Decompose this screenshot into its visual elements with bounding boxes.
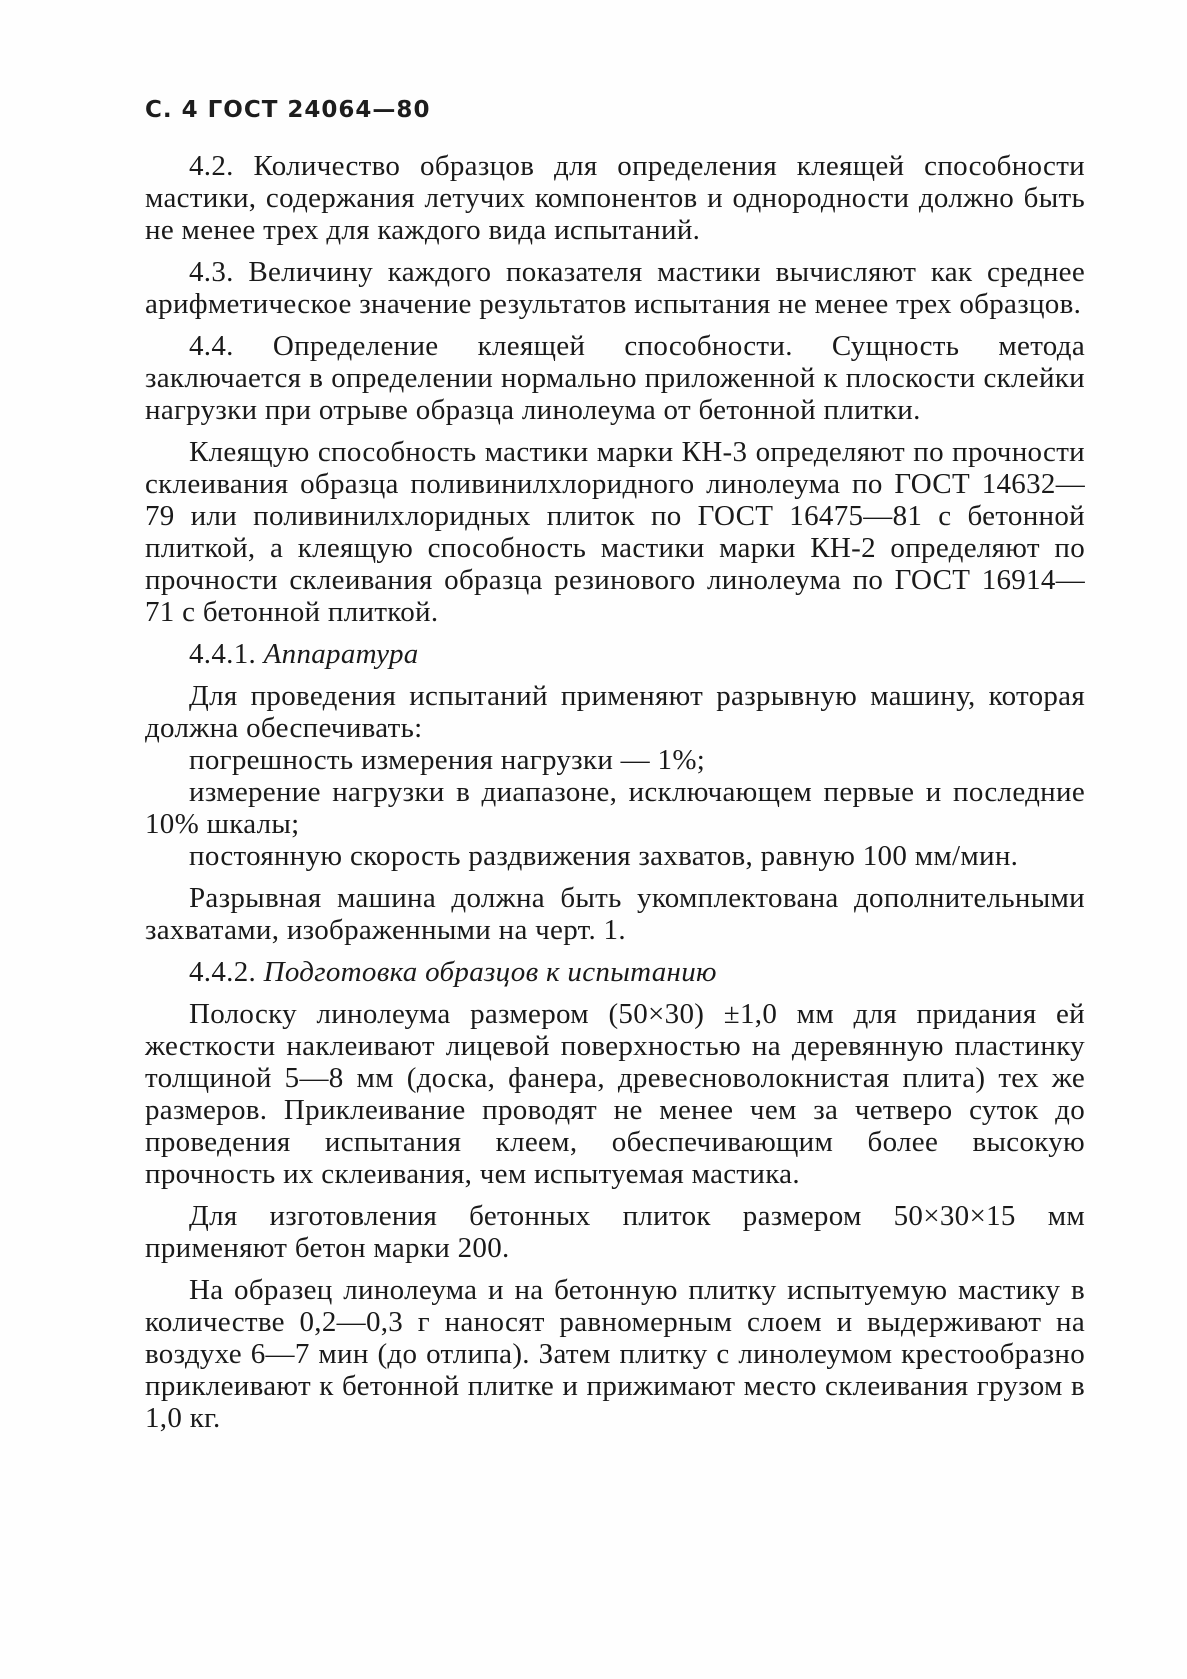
section-title: Аппаратура <box>263 638 419 670</box>
paragraph-concrete: Для изготовления бетонных плиток размером 50×30×15 мм применяют бетон марки 200. <box>145 1200 1085 1264</box>
section-heading-4-4-2 <box>145 956 1085 988</box>
paragraph-machine: Разрывная машина должна быть укомплектована дополнительными захватами, изображенными на черт. 1. <box>145 882 1085 946</box>
list-item-load-error: погрешность измерения нагрузки — 1%; <box>189 744 706 776</box>
paragraph-apply: На образец линолеума и на бетонную плитку испытуемую мастику в количестве 0,2—0,3 г наносят равномерным слоем и выдерживают на воздухе 6—7 мин (до отлипа). Затем плитку с линолеумом крестообразно приклеивают к бетонной плитке и прижимают место склеивания грузом в 1,0 кг. <box>145 1274 1085 1434</box>
list-item-grip-speed: постоянную скорость раздвижения захватов, равную 100 мм/мин. <box>189 840 1019 872</box>
list-item-load-range: измерение нагрузки в диапазоне, исключающем первые и последние 10% шкалы; <box>145 776 1085 840</box>
paragraph-apparatus: Для проведения испытаний применяют разрывную машину, которая должна обеспечивать: <box>145 680 1085 744</box>
paragraph-strip: Полоску линолеума размером (50×30) ±1,0 мм для придания ей жесткости наклеивают лицевой поверхностью на деревянную пластинку толщиной 5—8 мм (доска, фанера, древесноволокнистая плита) тех же размеров. Приклеивание проводят не менее чем за четверо суток до проведения испытания клеем, обеспечивающим более высокую прочность их склеивания, чем испытуемая мастика. <box>145 998 1085 1190</box>
section-heading-4-4-1 <box>145 638 1085 670</box>
page-header: С. 4 ГОСТ 24064—80 <box>145 97 431 123</box>
paragraph-kn-marks: Клеящую способность мастики марки КН-3 определяют по прочности склеивания образца поливинилхлоридного линолеума по ГОСТ 14632—79 или поливинилхлоридных плиток по ГОСТ 16475—81 с бетонной плиткой, а клеящую способность мастики марки КН-2 определяют по прочности склеивания образца резинового линолеума по ГОСТ 16914—71 с бетонной плиткой. <box>145 436 1085 628</box>
document-body <box>145 150 1085 1444</box>
section-number: 4.4.2. <box>189 956 257 988</box>
paragraph-4-3: 4.3. Величину каждого показателя мастики вычисляют как среднее арифметическое значение результатов испытания не менее трех образцов. <box>145 256 1085 320</box>
section-title: Подготовка образцов к испытанию <box>263 956 717 988</box>
paragraph-4-4: 4.4. Определение клеящей способности. Сущность метода заключается в определении нормально приложенной к плоскости склейки нагрузки при отрыве образца линолеума от бетонной плитки. <box>145 330 1085 426</box>
section-number: 4.4.1. <box>189 638 257 670</box>
paragraph-4-2: 4.2. Количество образцов для определения клеящей способности мастики, содержания летучих компонентов и однородности должно быть не менее трех для каждого вида испытаний. <box>145 150 1085 246</box>
